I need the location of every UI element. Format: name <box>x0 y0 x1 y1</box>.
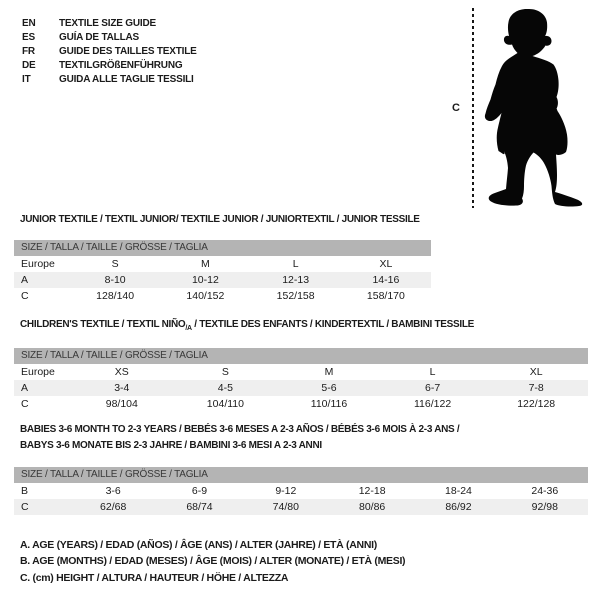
junior-size-table <box>14 240 431 304</box>
table-row-europe <box>14 364 588 380</box>
legend-footnotes <box>20 537 405 586</box>
babies-title-line2: BABYS 3-6 MONATE BIS 2-3 JAHRE / BAMBINI 3-6 MESI A 2-3 ANNI <box>20 440 322 451</box>
size-cell: 6-7 <box>424 382 441 394</box>
size-cell: 152/158 <box>276 290 315 302</box>
size-cell: 128/140 <box>96 290 135 302</box>
height-measure-dashed-line <box>472 8 474 208</box>
size-cell: M <box>201 258 210 270</box>
size-cell: 4-5 <box>217 382 233 394</box>
size-cell: S <box>221 366 229 378</box>
language-row-it <box>22 73 197 87</box>
row-label: Europe <box>21 258 55 270</box>
size-cell: 7-8 <box>528 382 544 394</box>
size-cell: 116/122 <box>413 398 452 410</box>
language-row-en <box>22 17 197 31</box>
height-measure-label: C <box>452 102 460 114</box>
size-cell: XL <box>379 258 393 270</box>
size-cell: 86/92 <box>445 501 472 513</box>
footnote-b: B. AGE (MONTHS) / EDAD (MESES) / ÂGE (MOIS) / ALTER (MONATE) / ETÀ (MESI) <box>20 555 406 568</box>
size-cell: 14-16 <box>372 274 400 286</box>
table-row-c <box>14 499 588 515</box>
row-label: C <box>21 398 29 410</box>
size-cell: 6-9 <box>191 485 208 497</box>
row-label: A <box>21 274 29 286</box>
language-title: TEXTILE SIZE GUIDE <box>59 18 156 29</box>
size-cell: 3-6 <box>105 485 121 497</box>
row-label: C <box>21 501 29 513</box>
footnote-c: C. (cm) HEIGHT / ALTURA / HAUTEUR / HÖHE / ALTEZZA <box>20 571 289 584</box>
junior-table-title <box>20 214 420 225</box>
row-label: Europe <box>21 366 55 378</box>
language-title: GUÍA DE TALLAS <box>59 32 139 43</box>
size-cell: S <box>111 258 119 270</box>
table-row-europe <box>14 256 431 272</box>
size-header-bar: SIZE / TALLA / TAILLE / GRÖSSE / TAGLIA <box>14 467 588 483</box>
size-header-bar: SIZE / TALLA / TAILLE / GRÖSSE / TAGLIA <box>14 348 588 364</box>
children-title-subscript: /A <box>185 325 192 332</box>
size-cell: 18-24 <box>445 485 472 497</box>
table-row-c <box>14 288 431 304</box>
size-cell: 12-13 <box>282 274 310 286</box>
size-cell: 104/110 <box>206 398 244 410</box>
size-header-bar: SIZE / TALLA / TAILLE / GRÖSSE / TAGLIA <box>14 240 431 256</box>
children-title-post: / TEXTILE DES ENFANTS / KINDERTEXTIL / BAMBINI TESSILE <box>191 319 475 330</box>
table-row-a <box>14 272 431 288</box>
size-cell: 74/80 <box>272 501 299 513</box>
size-cell: 80/86 <box>359 501 386 513</box>
row-label: C <box>21 290 29 302</box>
children-table-title <box>20 319 474 332</box>
babies-table-title <box>20 422 459 454</box>
size-cell: 62/68 <box>100 501 127 513</box>
children-size-table <box>14 348 588 412</box>
size-cell: 140/152 <box>186 290 225 302</box>
row-label: B <box>21 485 29 497</box>
size-cell: 122/128 <box>517 398 556 410</box>
size-cell: 9-12 <box>275 485 297 497</box>
language-row-fr <box>22 45 197 59</box>
language-code: DE <box>22 60 36 71</box>
size-cell: XS <box>114 366 129 378</box>
language-guide-list <box>22 17 197 87</box>
language-title: TEXTILGRÖßENFÜHRUNG <box>59 60 183 71</box>
size-cell: 12-18 <box>358 485 386 497</box>
language-code: IT <box>22 74 31 85</box>
row-label: A <box>21 382 29 394</box>
size-cell: M <box>324 366 334 378</box>
language-title: GUIDE DES TAILLES TEXTILE <box>59 46 197 57</box>
size-cell: 3-4 <box>114 382 130 394</box>
size-cell: 98/104 <box>105 398 138 410</box>
size-cell: L <box>292 258 299 270</box>
size-cell: 110/116 <box>310 398 348 410</box>
language-code: EN <box>22 18 36 29</box>
children-title-pre: CHILDREN'S TEXTILE / TEXTIL NIÑO <box>20 319 186 330</box>
size-cell: 24-36 <box>531 485 559 497</box>
size-cell: 68/74 <box>186 501 213 513</box>
size-cell: 158/170 <box>366 290 405 302</box>
size-cell: 5-6 <box>321 382 337 394</box>
table-row-b <box>14 483 588 499</box>
language-title: GUIDA ALLE TAGLIE TESSILI <box>59 74 194 85</box>
size-cell: L <box>429 366 436 378</box>
babies-size-table <box>14 467 588 515</box>
table-row-a <box>14 380 588 396</box>
size-cell: 10-12 <box>191 274 219 286</box>
table-row-c <box>14 396 588 412</box>
language-row-es <box>22 31 197 45</box>
language-row-de <box>22 59 197 73</box>
size-cell: XL <box>529 366 543 378</box>
language-code: FR <box>22 46 35 57</box>
babies-title-line1: BABIES 3-6 MONTH TO 2-3 YEARS / BEBÉS 3-6 MESES A 2-3 AÑOS / BÉBÉS 3-6 MOIS À 2-3 ANS / <box>20 424 460 435</box>
toddler-silhouette-icon <box>480 5 588 208</box>
footnote-a: A. AGE (YEARS) / EDAD (AÑOS) / ÂGE (ANS) / ALTER (JAHRE) / ETÀ (ANNI) <box>20 539 377 551</box>
size-cell: 92/98 <box>531 501 558 513</box>
size-cell: 8-10 <box>104 274 126 286</box>
junior-table-title-text: JUNIOR TEXTILE / TEXTIL JUNIOR/ TEXTILE JUNIOR / JUNIORTEXTIL / JUNIOR TESSILE <box>20 214 420 225</box>
language-code: ES <box>22 32 35 43</box>
